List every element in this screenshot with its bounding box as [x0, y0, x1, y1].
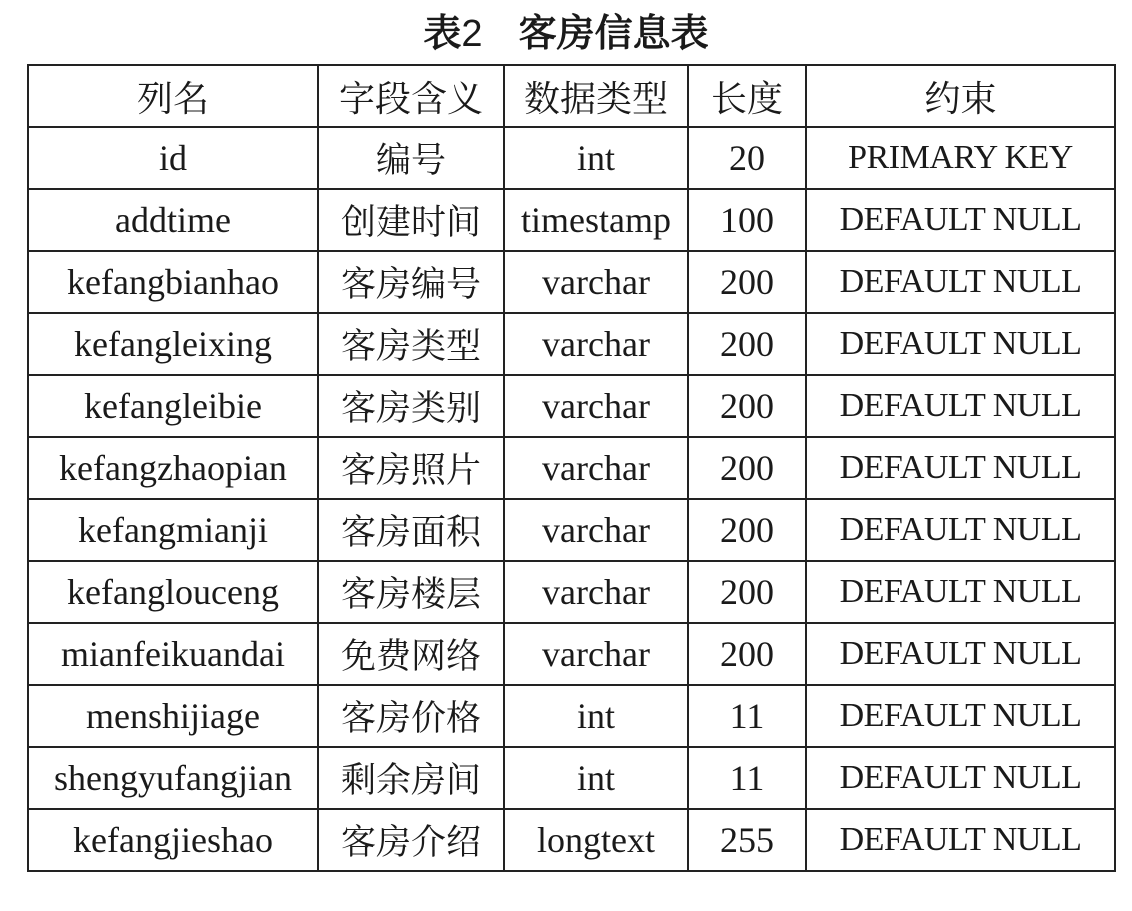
cell-field-meaning: 客房类别 [318, 375, 504, 437]
header-data-type: 数据类型 [504, 65, 688, 127]
cell-constraint: PRIMARY KEY [806, 127, 1115, 189]
cell-constraint: DEFAULT NULL [806, 189, 1115, 251]
table-row [28, 747, 1115, 809]
cell-constraint: DEFAULT NULL [806, 313, 1115, 375]
cell-length: 11 [688, 747, 806, 809]
cell-field-meaning: 客房价格 [318, 685, 504, 747]
cell-data-type: longtext [504, 809, 688, 871]
table-row [28, 623, 1115, 685]
header-field-meaning: 字段含义 [318, 65, 504, 127]
cell-data-type: int [504, 685, 688, 747]
table-row [28, 809, 1115, 871]
table-row [28, 251, 1115, 313]
cell-field-meaning: 客房介绍 [318, 809, 504, 871]
cell-constraint: DEFAULT NULL [806, 251, 1115, 313]
cell-length: 255 [688, 809, 806, 871]
cell-constraint: DEFAULT NULL [806, 437, 1115, 499]
cell-column-name: kefangbianhao [28, 251, 318, 313]
caption-title: 客房信息表 [518, 11, 709, 55]
cell-length: 200 [688, 313, 806, 375]
table-row [28, 685, 1115, 747]
cell-constraint: DEFAULT NULL [806, 809, 1115, 871]
table-row [28, 313, 1115, 375]
cell-field-meaning: 客房类型 [318, 313, 504, 375]
cell-field-meaning: 客房面积 [318, 499, 504, 561]
cell-data-type: varchar [504, 561, 688, 623]
room-info-table [27, 64, 1116, 872]
cell-data-type: varchar [504, 623, 688, 685]
header-length: 长度 [688, 65, 806, 127]
table-row [28, 375, 1115, 437]
table-row [28, 127, 1115, 189]
caption-label: 表 [423, 11, 462, 55]
table-caption [0, 4, 1132, 62]
cell-field-meaning: 免费网络 [318, 623, 504, 685]
cell-column-name: kefangjieshao [28, 809, 318, 871]
cell-data-type: int [504, 747, 688, 809]
cell-field-meaning: 客房楼层 [318, 561, 504, 623]
cell-data-type: varchar [504, 313, 688, 375]
cell-data-type: varchar [504, 437, 688, 499]
cell-field-meaning: 创建时间 [318, 189, 504, 251]
cell-length: 200 [688, 437, 806, 499]
cell-length: 200 [688, 623, 806, 685]
cell-constraint: DEFAULT NULL [806, 499, 1115, 561]
cell-field-meaning: 客房照片 [318, 437, 504, 499]
table-row [28, 499, 1115, 561]
header-column-name: 列名 [28, 65, 318, 127]
cell-length: 20 [688, 127, 806, 189]
cell-length: 100 [688, 189, 806, 251]
cell-data-type: int [504, 127, 688, 189]
cell-column-name: kefangmianji [28, 499, 318, 561]
cell-length: 200 [688, 251, 806, 313]
table-row [28, 561, 1115, 623]
cell-field-meaning: 剩余房间 [318, 747, 504, 809]
cell-data-type: varchar [504, 499, 688, 561]
cell-constraint: DEFAULT NULL [806, 623, 1115, 685]
cell-length: 200 [688, 499, 806, 561]
cell-column-name: kefangleibie [28, 375, 318, 437]
cell-data-type: timestamp [504, 189, 688, 251]
cell-column-name: addtime [28, 189, 318, 251]
header-row [28, 65, 1115, 127]
cell-column-name: id [28, 127, 318, 189]
cell-data-type: varchar [504, 375, 688, 437]
cell-constraint: DEFAULT NULL [806, 375, 1115, 437]
caption-number: 2 [461, 13, 483, 55]
cell-data-type: varchar [504, 251, 688, 313]
cell-column-name: mianfeikuandai [28, 623, 318, 685]
cell-field-meaning: 编号 [318, 127, 504, 189]
cell-column-name: kefangleixing [28, 313, 318, 375]
cell-column-name: kefanglouceng [28, 561, 318, 623]
cell-column-name: kefangzhaopian [28, 437, 318, 499]
cell-field-meaning: 客房编号 [318, 251, 504, 313]
table-row [28, 437, 1115, 499]
cell-constraint: DEFAULT NULL [806, 747, 1115, 809]
cell-length: 200 [688, 375, 806, 437]
table-row [28, 189, 1115, 251]
cell-column-name: shengyufangjian [28, 747, 318, 809]
header-constraint: 约束 [806, 65, 1115, 127]
cell-column-name: menshijiage [28, 685, 318, 747]
cell-length: 200 [688, 561, 806, 623]
cell-constraint: DEFAULT NULL [806, 561, 1115, 623]
cell-length: 11 [688, 685, 806, 747]
cell-constraint: DEFAULT NULL [806, 685, 1115, 747]
